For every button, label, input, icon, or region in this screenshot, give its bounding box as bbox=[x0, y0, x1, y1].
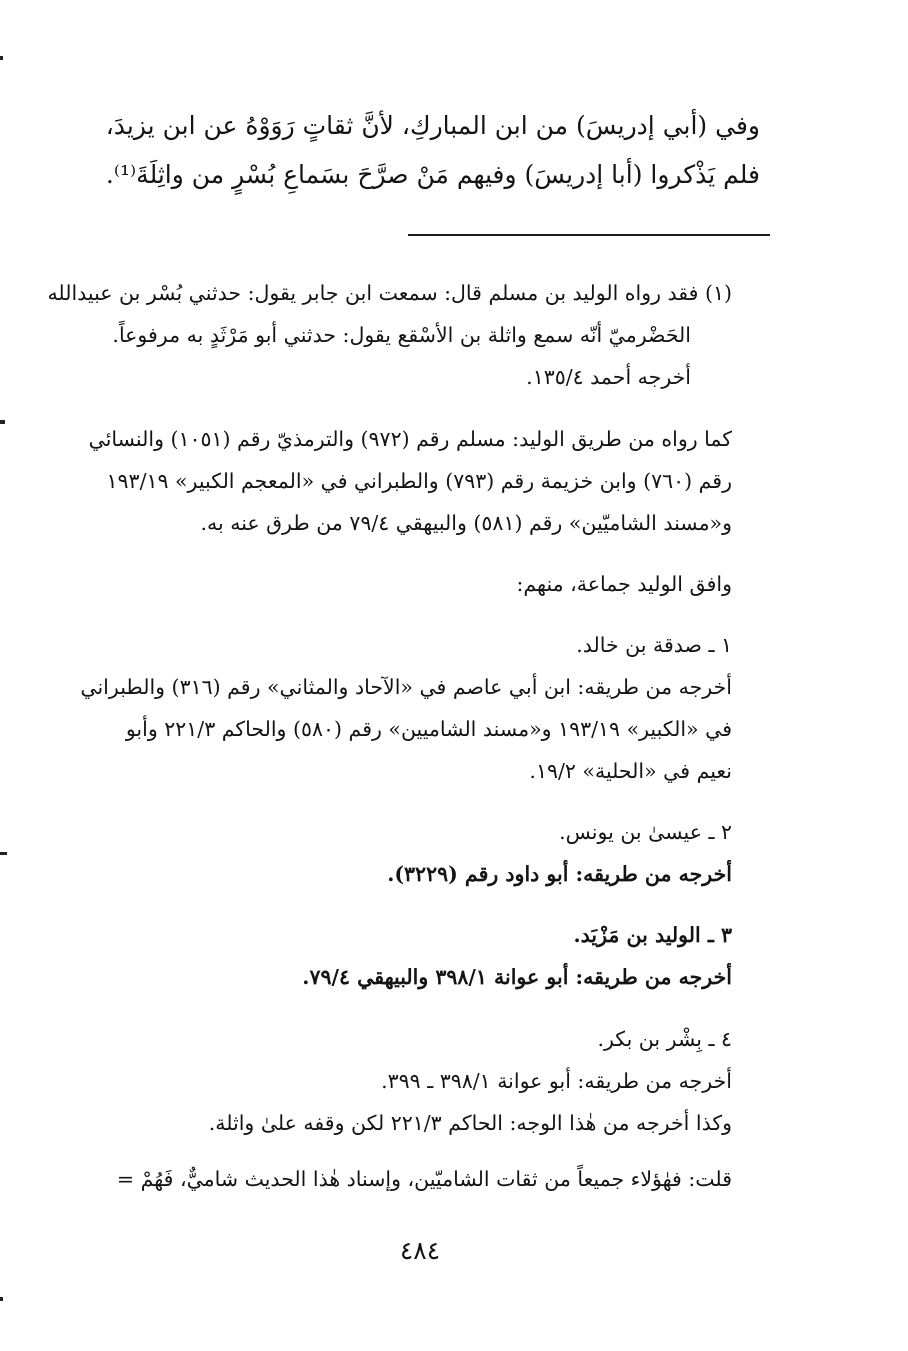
narrator-name: ١ ـ صدقة بن خالد. bbox=[576, 633, 732, 657]
footnote-line: أخرجه من طريقه: أبو عوانة ٣٩٨/١ والبيهقي ٧٩/٤. bbox=[302, 965, 732, 989]
footnote-conclusion bbox=[32, 1158, 732, 1200]
main-text bbox=[60, 101, 760, 199]
narrator-item bbox=[32, 1018, 732, 1144]
footnote-separator bbox=[408, 234, 770, 236]
narrator-item bbox=[32, 914, 732, 998]
footnote-line: أخرجه أحمد ١٣٥/٤. bbox=[526, 365, 691, 389]
main-text-line: وفي (أبي إدريسَ) من ابن المباركِ، لأنَّ ثقاتٍ رَوَوْهُ عن ابن يزيدَ، bbox=[105, 111, 760, 140]
scan-mark bbox=[0, 852, 7, 855]
footnote-line: كما رواه من طريق الوليد: مسلم رقم (٩٧٢) والترمذيّ رقم (١٠٥١) والنسائي bbox=[88, 427, 732, 451]
scan-mark bbox=[0, 420, 5, 424]
footnote-line: رقم (٧٦٠) وابن خزيمة رقم (٧٩٣) والطبراني في «المعجم الكبير» ١٩٣/١٩ bbox=[106, 469, 732, 493]
scan-mark bbox=[0, 1297, 3, 1301]
footnote-line: أخرجه من طريقه: أبو داود رقم (٣٢٢٩). bbox=[387, 862, 732, 886]
narrator-item bbox=[32, 624, 732, 792]
footnote-paragraph bbox=[32, 418, 732, 544]
footnote-line: (١) فقد رواه الوليد بن مسلم قال: سمعت ابن جابر يقول: حدثني بُسْر بن عبيدالله bbox=[47, 281, 732, 305]
main-text-line: فلم يَذْكروا (أبا إدريسَ) وفيهم مَنْ صرَّحَ بسَماعِ بُسْرٍ من واثِلَةَ⁽¹⁾. bbox=[105, 160, 760, 189]
narrator-name: ٤ ـ بِشْر بن بكر. bbox=[597, 1027, 732, 1051]
footnote-line: أخرجه من طريقه: أبو عوانة ٣٩٨/١ ـ ٣٩٩. bbox=[381, 1069, 732, 1093]
scan-mark bbox=[0, 56, 3, 60]
footnote-line: في «الكبير» ١٩٣/١٩ و«مسند الشاميين» رقم (٥٨٠) والحاكم ٢٢١/٣ وأبو bbox=[125, 717, 732, 741]
footnote-line: الحَضْرميّ أنّه سمع واثلة بن الأسْقع يقول: حدثني أبو مَرْثَدٍ به مرفوعاً. bbox=[112, 323, 691, 347]
footnote-line: و«مسند الشاميّين» رقم (٥٨١) والبيهقي ٧٩/٤ من طرق عنه به. bbox=[200, 511, 732, 535]
footnote-paragraph bbox=[32, 272, 732, 398]
narrator-item bbox=[32, 811, 732, 895]
footnote-line: قلت: فهٰؤلاء جميعاً من ثقات الشاميّين، وإسناد هٰذا الحديث شاميٌّ، فَهُمْ = bbox=[116, 1167, 732, 1191]
footnote-paragraph bbox=[32, 563, 732, 605]
footnote-line: نعيم في «الحلية» ١٩/٢. bbox=[529, 759, 732, 783]
narrator-name: ٣ ـ الوليد بن مَزْيَد. bbox=[573, 923, 732, 947]
footnote-line: وافق الوليد جماعة، منهم: bbox=[516, 572, 732, 596]
footnote-line: أخرجه من طريقه: ابن أبي عاصم في «الآحاد والمثاني» رقم (٣١٦) والطبراني bbox=[80, 675, 732, 699]
footnote-line: وكذا أخرجه من هٰذا الوجه: الحاكم ٢٢١/٣ لكن وقفه علىٰ واثلة. bbox=[208, 1111, 732, 1135]
page-number: ٤٨٤ bbox=[399, 1236, 441, 1265]
narrator-name: ٢ ـ عيسىٰ بن يونس. bbox=[559, 820, 732, 844]
